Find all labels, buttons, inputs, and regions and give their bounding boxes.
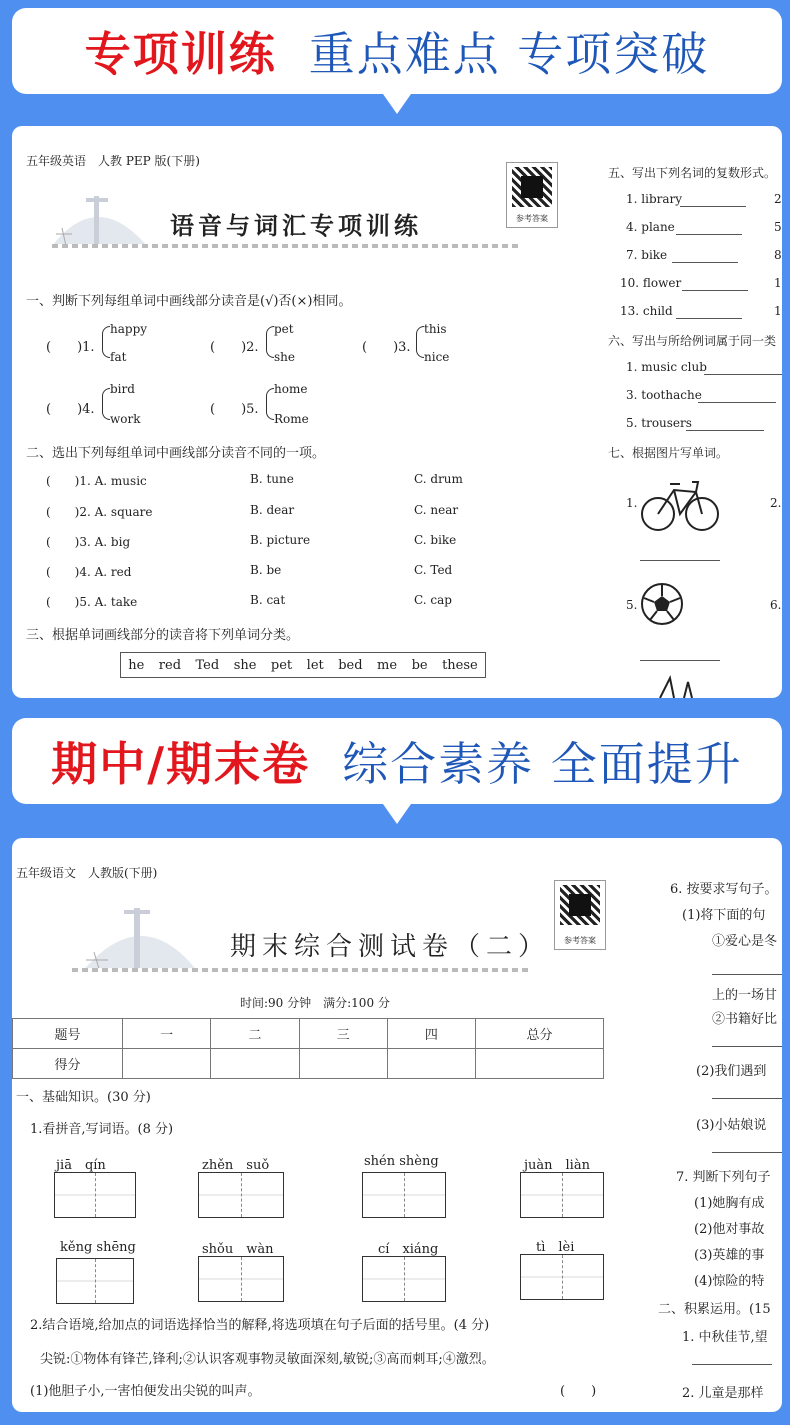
plural-item-2: 4. plane: [626, 220, 675, 234]
word: she: [233, 657, 257, 673]
pinyin-label: zhěn suǒ: [202, 1158, 270, 1173]
pinyin-label: cí xiáng: [378, 1242, 439, 1257]
banner-red-text: 期中/期末卷: [51, 737, 311, 791]
choice-row-3-b: B. picture: [250, 533, 311, 547]
writing-grid[interactable]: [198, 1172, 284, 1218]
right-text: (1)将下面的句: [682, 908, 766, 923]
plural-item-right: 5: [774, 220, 782, 234]
word: be: [411, 657, 428, 673]
writing-grid[interactable]: [54, 1172, 136, 1218]
brace: [102, 326, 110, 358]
plural-item-3: 7. bike: [626, 248, 668, 262]
word: pet: [270, 657, 293, 673]
section-2-heading: 二、选出下列每组单词中画线部分读音不同的一项。: [26, 446, 326, 461]
word-bank: [120, 652, 486, 678]
judge-item-2-word-b: she: [274, 350, 295, 364]
question-2-sentence-1: (1)他胆子小,一害怕便发出尖锐的叫声。: [30, 1384, 261, 1399]
section-6-heading: 六、写出与所给例词属于同一类: [608, 334, 777, 348]
writing-grid[interactable]: [520, 1254, 604, 1300]
right-text: ①爱心是冬: [712, 934, 778, 949]
plural-item-right: 1: [774, 276, 782, 290]
plural-item-right: 1: [774, 304, 782, 318]
category-item-1: 1. music club: [626, 360, 707, 374]
right-text: (3)小姑娘说: [696, 1118, 767, 1133]
choice-row-2-a: ( )2. A. square: [46, 505, 153, 519]
banner-blue-text: 综合素养 全面提升: [342, 737, 743, 791]
category-item-3: 5. trousers: [626, 416, 692, 430]
brace: [266, 326, 274, 358]
bicycle-icon: [640, 470, 720, 534]
landmark-illustration: [72, 900, 202, 974]
choice-row-5-c: C. cap: [414, 593, 452, 607]
judge-item-3-number: ( )3.: [362, 340, 411, 355]
judge-item-4-number: ( )4.: [46, 402, 95, 417]
football-icon: [640, 582, 684, 626]
choice-row-3-c: C. bike: [414, 533, 457, 547]
writing-grid[interactable]: [198, 1256, 284, 1302]
picture-label-2: 2.: [770, 496, 782, 510]
choice-row-1-b: B. tune: [250, 472, 294, 486]
right-text: (2)我们遇到: [696, 1064, 767, 1079]
right-text: 二、积累运用。(15: [658, 1302, 771, 1317]
pinyin-label: jiā qín: [56, 1158, 106, 1173]
right-text: 1. 中秋佳节,望: [682, 1330, 768, 1345]
picture-label-1: 1.: [626, 496, 638, 510]
category-item-2: 3. toothache: [626, 388, 702, 402]
writing-grid[interactable]: [362, 1172, 446, 1218]
writing-grid[interactable]: [56, 1258, 134, 1304]
word: Ted: [195, 657, 220, 673]
plural-item-right: 8: [774, 248, 782, 262]
score-input-cell[interactable]: [123, 1049, 211, 1079]
landmark-illustration: [42, 188, 152, 248]
question-2-heading: 2.结合语境,给加点的词语选择恰当的解释,将选项填在句子后面的括号里。(4 分): [30, 1318, 490, 1333]
right-text: 6. 按要求写句子。: [670, 882, 778, 897]
decor-line: [52, 244, 522, 248]
choice-row-2-b: B. dear: [250, 503, 295, 517]
worksheet-preview-english: [12, 126, 782, 698]
partial-picture-icon: [640, 674, 720, 698]
right-text: ②书籍好比: [712, 1012, 778, 1027]
right-text: 2. 儿童是那样: [682, 1386, 764, 1401]
table-header-cell: 题号: [13, 1019, 123, 1049]
word: red: [158, 657, 182, 673]
right-text: (1)她胸有成: [694, 1196, 765, 1211]
table-cell: 得分: [13, 1049, 123, 1079]
pinyin-label: kěng shēng: [60, 1240, 136, 1255]
qr-caption: 参考答案: [564, 936, 596, 945]
choice-row-1-c: C. drum: [414, 472, 463, 486]
word: let: [306, 657, 324, 673]
right-text: (3)英雄的事: [694, 1248, 765, 1263]
judge-item-5-word-a: home: [274, 382, 308, 396]
qr-code[interactable]: [506, 162, 558, 228]
score-input-cell[interactable]: [387, 1049, 475, 1079]
word: me: [377, 657, 398, 673]
exam-meta: 时间:90 分钟 满分:100 分: [240, 996, 390, 1010]
worksheet-preview-chinese: [12, 838, 782, 1412]
choice-row-1-a: ( )1. A. music: [46, 474, 147, 488]
right-text: (4)惊险的特: [694, 1274, 765, 1289]
brace: [266, 388, 274, 420]
plural-item-4: 10. flower: [620, 276, 682, 290]
choice-row-5-a: ( )5. A. take: [46, 595, 138, 609]
choice-row-5-b: B. cat: [250, 593, 286, 607]
right-text: 7. 判断下列句子: [676, 1170, 771, 1185]
qr-code[interactable]: [554, 880, 606, 950]
section-1-heading: 一、基础知识。(30 分): [16, 1090, 151, 1105]
writing-grid[interactable]: [362, 1256, 446, 1302]
plural-item-1: 1. library: [626, 192, 683, 206]
plural-item-5: 13. child: [620, 304, 673, 318]
section-1-heading: 一、判断下列每组单词中画线部分读音是(√)否(×)相同。: [26, 294, 352, 309]
table-row: [13, 1019, 604, 1049]
section-3-heading: 三、根据单词画线部分的读音将下列单词分类。: [26, 628, 300, 643]
decor-line: [72, 968, 532, 972]
pinyin-label: shǒu wàn: [202, 1242, 274, 1257]
sheet-header: 五年级英语 人教 PEP 版(下册): [26, 154, 200, 168]
table-header-cell: 总分: [476, 1019, 604, 1049]
sheet-title: 期末综合测试卷（二）: [230, 932, 551, 962]
judge-item-3-word-a: this: [424, 322, 447, 336]
judge-item-5-word-b: Rome: [274, 412, 309, 426]
banner-blue-text: 重点难点 专项突破: [308, 27, 710, 81]
judge-item-2-number: ( )2.: [210, 340, 259, 355]
table-header-cell: 一: [123, 1019, 211, 1049]
table-header-cell: 二: [211, 1019, 299, 1049]
choice-row-2-c: C. near: [414, 503, 459, 517]
section-7-heading: 七、根据图片写单词。: [608, 446, 729, 460]
judge-item-4-word-b: work: [110, 412, 141, 426]
plural-item-right: 2: [774, 192, 782, 206]
judge-item-2-word-a: pet: [274, 322, 294, 336]
word: bed: [338, 657, 363, 673]
choice-row-4-c: C. Ted: [414, 563, 453, 577]
choice-row-4-a: ( )4. A. red: [46, 565, 132, 579]
brace: [416, 326, 424, 358]
pinyin-label: shén shèng: [364, 1154, 439, 1169]
pinyin-label: juàn liàn: [524, 1158, 590, 1173]
pinyin-label: tì lèi: [536, 1240, 575, 1255]
word: these: [442, 657, 478, 673]
promo-banner-special-training: [12, 8, 782, 94]
sheet-title: 语音与词汇专项训练: [170, 212, 422, 240]
brace: [102, 388, 110, 420]
promo-banner-exam-papers: [12, 718, 782, 804]
table-header-cell: 四: [387, 1019, 475, 1049]
question-1-heading: 1.看拼音,写词语。(8 分): [30, 1122, 174, 1137]
question-2-definition: 尖锐:①物体有锋芒,锋利;②认识客观事物灵敏面深刻,敏锐;③高而刺耳;④激烈。: [40, 1352, 495, 1367]
picture-label-6: 6.: [770, 598, 782, 612]
choice-row-3-a: ( )3. A. big: [46, 535, 131, 549]
picture-label-5: 5.: [626, 598, 638, 612]
qr-caption: 参考答案: [516, 214, 548, 223]
sheet-header: 五年级语文 人教版(下册): [16, 866, 158, 880]
score-input-cell[interactable]: [211, 1049, 299, 1079]
answer-parentheses[interactable]: ( ): [560, 1384, 597, 1399]
table-header-cell: 三: [299, 1019, 387, 1049]
score-table: [12, 1018, 604, 1079]
section-5-heading: 五、写出下列名词的复数形式。: [608, 166, 777, 180]
score-input-cell[interactable]: [476, 1049, 604, 1079]
right-text: 上的一场甘: [712, 988, 778, 1003]
right-text: (2)他对事故: [694, 1222, 765, 1237]
judge-item-5-number: ( )5.: [210, 402, 259, 417]
writing-grid[interactable]: [520, 1172, 604, 1218]
judge-item-1-word-a: happy: [110, 322, 148, 336]
judge-item-1-number: ( )1.: [46, 340, 95, 355]
table-row: [13, 1049, 604, 1079]
word: he: [128, 657, 145, 673]
judge-item-3-word-b: nice: [424, 350, 450, 364]
banner-red-text: 专项训练: [84, 27, 277, 81]
judge-item-1-word-b: fat: [110, 350, 127, 364]
score-input-cell[interactable]: [299, 1049, 387, 1079]
judge-item-4-word-a: bird: [110, 382, 135, 396]
choice-row-4-b: B. be: [250, 563, 282, 577]
